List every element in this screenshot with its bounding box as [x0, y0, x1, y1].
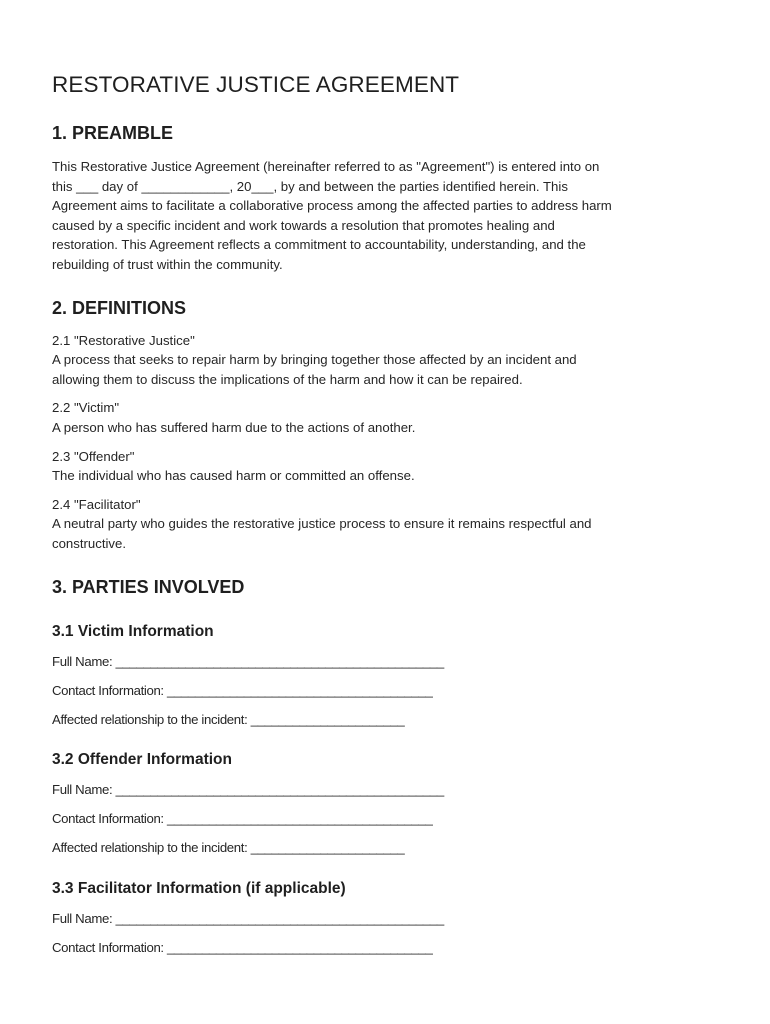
preamble-line: restoration. This Agreement reflects a commitment to accountability, understanding, and the [52, 237, 586, 253]
definition-term: 2.4 "Facilitator" [52, 496, 141, 512]
offender-relationship-field[interactable]: Affected relationship to the incident: ______________________ [52, 840, 405, 856]
definition-term: 2.1 "Restorative Justice" [52, 332, 195, 348]
definition-victim [52, 398, 718, 437]
definition-text: A neutral party who guides the restorative justice process to ensure it remains respectful and [52, 516, 592, 532]
facilitator-contact-field[interactable]: Contact Information: ______________________________________ [52, 940, 433, 956]
definition-text: allowing them to discuss the implications of the harm and how it can be repaired. [52, 371, 523, 387]
preamble-heading: 1. PREAMBLE [52, 123, 174, 143]
preamble-line: caused by a specific incident and work towards a resolution that promotes healing and [52, 217, 555, 233]
facilitator-info-heading: 3.3 Facilitator Information (if applicable) [52, 880, 346, 898]
definition-text: The individual who has caused harm or committed an offense. [52, 468, 415, 484]
definition-facilitator [52, 495, 718, 554]
preamble-line: This Restorative Justice Agreement (hereinafter referred to as "Agreement") is entered into on [52, 159, 600, 174]
definition-text: constructive. [52, 535, 127, 551]
preamble-line: rebuilding of trust within the community. [52, 256, 283, 272]
definition-text: A process that seeks to repair harm by bringing together those affected by an incident and [52, 352, 577, 368]
definition-restorative-justice [52, 331, 718, 390]
preamble-line: this ___ day of ____________, 20___, by and between the parties identified herein. This [52, 178, 568, 194]
victim-info-heading: 3.1 Victim Information [52, 622, 214, 640]
definitions-heading: 2. DEFINITIONS [52, 297, 187, 318]
offender-info-heading: 3.2 Offender Information [52, 751, 232, 769]
definition-offender [52, 447, 718, 486]
definition-term: 2.2 "Victim" [52, 400, 120, 416]
document-title: RESTORATIVE JUSTICE AGREEMENT [52, 72, 460, 97]
victim-contact-field[interactable]: Contact Information: ______________________________________ [52, 682, 433, 698]
parties-heading: 3. PARTIES INVOLVED [52, 576, 245, 597]
preamble-line: Agreement aims to facilitate a collaborative process among the affected parties to address harm [52, 198, 612, 214]
offender-full-name-field[interactable]: Full Name: _______________________________________________ [52, 782, 444, 798]
definition-term: 2.3 "Offender" [52, 448, 135, 464]
definition-text: A person who has suffered harm due to the actions of another. [52, 419, 416, 435]
victim-full-name-field[interactable]: Full Name: _______________________________________________ [52, 653, 444, 669]
victim-relationship-field[interactable]: Affected relationship to the incident: ______________________ [52, 711, 405, 727]
preamble-paragraph [52, 157, 718, 275]
offender-contact-field[interactable]: Contact Information: ______________________________________ [52, 811, 433, 827]
facilitator-full-name-field[interactable]: Full Name: _______________________________________________ [52, 911, 444, 927]
